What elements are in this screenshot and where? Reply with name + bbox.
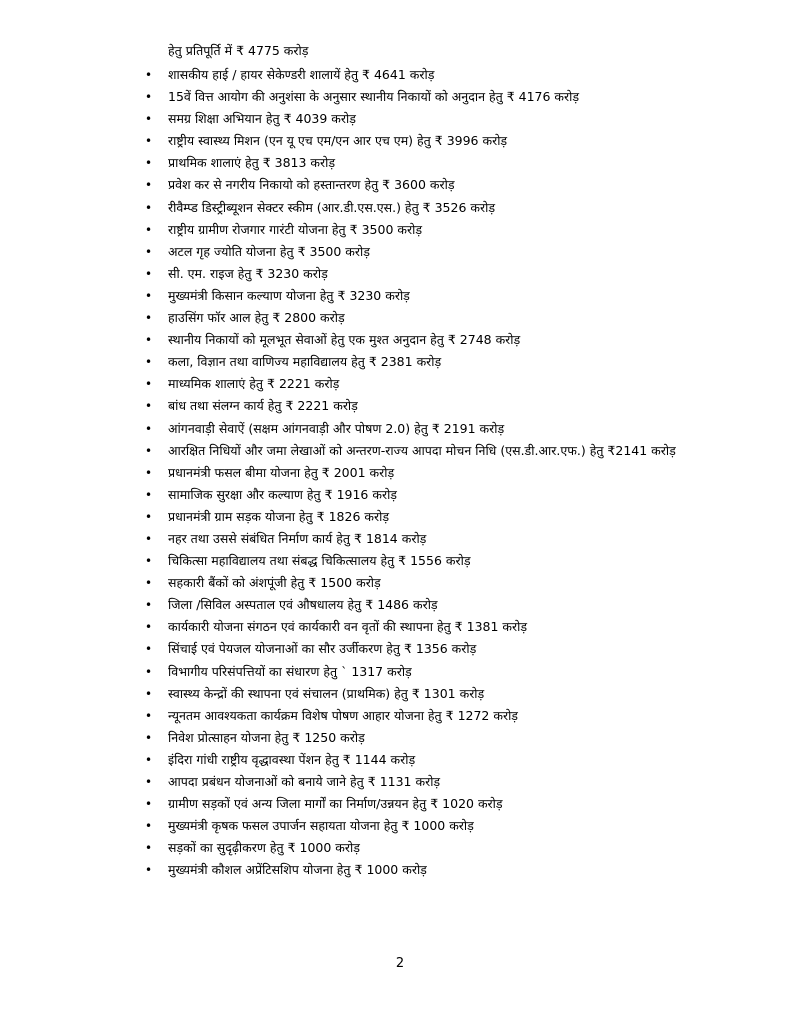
list-item bbox=[0, 815, 800, 837]
list-item-text: न्यूनतम आवश्यकता कार्यक्रम विशेष पोषण आहार योजना हेतु ₹ 1272 करोड़ bbox=[168, 707, 518, 723]
bullet-icon: • bbox=[145, 465, 153, 480]
list-item bbox=[0, 594, 800, 616]
bullet-icon: • bbox=[145, 598, 153, 613]
bullet-icon: • bbox=[145, 841, 153, 856]
list-item-text: सड़कों का सुदृढ़ीकरण हेतु ₹ 1000 करोड़ bbox=[168, 840, 360, 856]
bullet-icon: • bbox=[145, 863, 153, 878]
list-item-text: स्वास्थ्य केन्द्रों की स्थापना एवं संचालन (प्राथमिक) हेतु ₹ 1301 करोड़ bbox=[168, 685, 485, 701]
list-item bbox=[0, 528, 800, 550]
budget-allocation-list bbox=[0, 64, 800, 881]
list-item-text: माध्यमिक शालाएं हेतु ₹ 2221 करोड़ bbox=[168, 376, 340, 392]
list-item bbox=[0, 683, 800, 705]
list-item-text: कार्यकारी योजना संगठन एवं कार्यकारी वन वृतों की स्थापना हेतु ₹ 1381 करोड़ bbox=[168, 619, 528, 635]
bullet-icon: • bbox=[145, 112, 153, 127]
list-item-text: निवेश प्रोत्साहन योजना हेतु ₹ 1250 करोड़ bbox=[168, 729, 365, 745]
list-item-text: आपदा प्रबंधन योजनाओं को बनाये जाने हेतु ₹ 1131 करोड़ bbox=[168, 774, 441, 789]
list-item bbox=[0, 638, 800, 660]
list-item-text: ग्रामीण सड़कों एवं अन्य जिला मार्गों का निर्माण/उन्नयन हेतु ₹ 1020 करोड़ bbox=[168, 796, 503, 812]
bullet-icon: • bbox=[145, 576, 153, 591]
list-item bbox=[0, 418, 800, 440]
bullet-icon: • bbox=[145, 266, 153, 281]
list-item bbox=[0, 108, 800, 130]
list-item-text: सिंचाई एवं पेयजल योजनाओं का सौर उर्जीकरण हेतु ₹ 1356 करोड़ bbox=[168, 641, 477, 657]
list-item-text: समग्र शिक्षा अभियान हेतु ₹ 4039 करोड़ bbox=[168, 111, 356, 127]
list-item-text: सहकारी बैंकों को अंशपूंजी हेतु ₹ 1500 करोड़ bbox=[168, 575, 381, 591]
bullet-icon: • bbox=[145, 509, 153, 524]
list-item-text: प्रधानमंत्री फसल बीमा योजना हेतु ₹ 2001 करोड़ bbox=[168, 464, 395, 480]
list-item-text: चिकित्सा महाविद्यालय तथा संबद्ध चिकित्सालय हेतु ₹ 1556 करोड़ bbox=[168, 553, 471, 569]
list-item-text: आंगनवाड़ी सेवाऐं (सक्षम आंगनवाड़ी और पोषण 2.0) हेतु ₹ 2191 करोड़ bbox=[168, 420, 505, 436]
list-item-text: सामाजिक सुरक्षा और कल्याण हेतु ₹ 1916 करोड़ bbox=[168, 486, 397, 502]
list-item bbox=[0, 484, 800, 506]
bullet-icon: • bbox=[145, 355, 153, 370]
list-item-text: मुख्यमंत्री कृषक फसल उपार्जन सहायता योजना हेतु ₹ 1000 करोड़ bbox=[168, 818, 474, 834]
bullet-icon: • bbox=[145, 244, 153, 259]
list-item bbox=[0, 462, 800, 484]
bullet-icon: • bbox=[145, 708, 153, 723]
bullet-icon: • bbox=[145, 819, 153, 834]
list-item bbox=[0, 572, 800, 594]
list-item-text: सी. एम. राइज हेतु ₹ 3230 करोड़ bbox=[168, 265, 328, 281]
page-number: 2 bbox=[395, 956, 405, 971]
list-item bbox=[0, 307, 800, 329]
list-item-text: प्रवेश कर से नगरीय निकायो को हस्तान्तरण हेतु ₹ 3600 करोड़ bbox=[168, 177, 455, 193]
list-item bbox=[0, 329, 800, 351]
bullet-icon: • bbox=[145, 730, 153, 745]
bullet-icon: • bbox=[145, 178, 153, 193]
bullet-icon: • bbox=[145, 642, 153, 657]
bullet-icon: • bbox=[145, 156, 153, 171]
bullet-icon: • bbox=[145, 620, 153, 635]
bullet-icon: • bbox=[145, 311, 153, 326]
list-item bbox=[0, 241, 800, 263]
bullet-icon: • bbox=[145, 752, 153, 767]
list-item-text: अटल गृह ज्योति योजना हेतु ₹ 3500 करोड़ bbox=[168, 243, 370, 259]
list-item bbox=[0, 550, 800, 572]
list-item-text: इंदिरा गांधी राष्ट्रीय वृद्धावस्था पेंशन हेतु ₹ 1144 करोड़ bbox=[168, 751, 416, 767]
list-item bbox=[0, 705, 800, 727]
bullet-icon: • bbox=[145, 288, 153, 303]
bullet-icon: • bbox=[145, 797, 153, 812]
list-item-text: बांध तथा संलग्न कार्य हेतु ₹ 2221 करोड़ bbox=[168, 398, 358, 414]
bullet-icon: • bbox=[145, 531, 153, 546]
bullet-icon: • bbox=[145, 487, 153, 502]
bullet-icon: • bbox=[145, 775, 153, 789]
bullet-icon: • bbox=[145, 664, 153, 679]
bullet-icon: • bbox=[145, 222, 153, 237]
list-item-text: राष्ट्रीय स्वास्थ्य मिशन (एन यू एच एम/एन आर एच एम) हेतु ₹ 3996 करोड़ bbox=[168, 133, 508, 149]
list-item bbox=[0, 285, 800, 307]
list-item bbox=[0, 197, 800, 219]
list-item-text: रीवैम्प्ड डिस्ट्रीब्यूशन सेक्टर स्कीम (आर.डी.एस.एस.) हेतु ₹ 3526 करोड़ bbox=[168, 199, 496, 215]
list-item bbox=[0, 859, 800, 881]
list-item-text: हाउसिंग फॉर आल हेतु ₹ 2800 करोड़ bbox=[168, 310, 345, 326]
list-item bbox=[0, 351, 800, 373]
list-item bbox=[0, 837, 800, 859]
bullet-icon: • bbox=[145, 68, 153, 82]
bullet-icon: • bbox=[145, 333, 153, 348]
list-item bbox=[0, 661, 800, 683]
list-item-text: मुख्यमंत्री किसान कल्याण योजना हेतु ₹ 3230 करोड़ bbox=[168, 287, 410, 303]
bullet-icon: • bbox=[145, 443, 153, 458]
list-item-text: कला, विज्ञान तथा वाणिज्य महाविद्यालय हेतु ₹ 2381 करोड़ bbox=[168, 354, 442, 370]
list-item-text: स्थानीय निकायों को मूलभूत सेवाओं हेतु एक मुश्त अनुदान हेतु ₹ 2748 करोड़ bbox=[168, 332, 521, 348]
list-item bbox=[0, 506, 800, 528]
list-item-text: प्रधानमंत्री ग्राम सड़क योजना हेतु ₹ 1826 करोड़ bbox=[168, 508, 390, 524]
list-item-text: मुख्यमंत्री कौशल अप्रेंटिसशिप योजना हेतु ₹ 1000 करोड़ bbox=[168, 862, 427, 878]
list-item bbox=[0, 152, 800, 174]
continuation-line: हेतु प्रतिपूर्ति में ₹ 4775 करोड़ bbox=[168, 43, 309, 58]
bullet-icon: • bbox=[145, 377, 153, 392]
list-item bbox=[0, 771, 800, 793]
list-item bbox=[0, 793, 800, 815]
bullet-icon: • bbox=[145, 686, 153, 701]
list-item bbox=[0, 174, 800, 196]
list-item bbox=[0, 440, 800, 462]
bullet-icon: • bbox=[145, 421, 153, 436]
list-item-text: जिला /सिविल अस्पताल एवं औषधालय हेतु ₹ 1486 करोड़ bbox=[168, 597, 438, 613]
list-item bbox=[0, 130, 800, 152]
list-item-text: नहर तथा उससे संबंधित निर्माण कार्य हेतु ₹ 1814 करोड़ bbox=[168, 530, 427, 546]
list-item-text: 15वें वित्त आयोग की अनुशंसा के अनुसार स्थानीय निकायों को अनुदान हेतु ₹ 4176 करोड़ bbox=[168, 89, 580, 105]
list-item bbox=[0, 86, 800, 108]
list-item bbox=[0, 373, 800, 395]
list-item bbox=[0, 64, 800, 86]
list-item bbox=[0, 727, 800, 749]
list-item bbox=[0, 219, 800, 241]
bullet-icon: • bbox=[145, 90, 153, 105]
bullet-icon: • bbox=[145, 200, 153, 215]
list-item bbox=[0, 749, 800, 771]
bullet-icon: • bbox=[145, 554, 153, 569]
list-item-text: विभागीय परिसंपत्तियों का संधारण हेतु ` 1317 करोड़ bbox=[168, 663, 412, 679]
list-item-text: आरक्षित निधियों और जमा लेखाओं को अन्तरण-राज्य आपदा मोचन निधि (एस.डी.आर.एफ.) हेतु ₹2141 करोड़ bbox=[168, 442, 676, 458]
list-item bbox=[0, 395, 800, 417]
list-item-text: राष्ट्रीय ग्रामीण रोजगार गारंटी योजना हेतु ₹ 3500 करोड़ bbox=[168, 221, 423, 237]
list-item bbox=[0, 616, 800, 638]
list-item-text: प्राथमिक शालाएं हेतु ₹ 3813 करोड़ bbox=[168, 155, 336, 171]
list-item-text: शासकीय हाई / हायर सेकेण्डरी शालायें हेतु ₹ 4641 करोड़ bbox=[168, 67, 435, 82]
bullet-icon: • bbox=[145, 134, 153, 149]
list-item bbox=[0, 263, 800, 285]
bullet-icon: • bbox=[145, 399, 153, 414]
